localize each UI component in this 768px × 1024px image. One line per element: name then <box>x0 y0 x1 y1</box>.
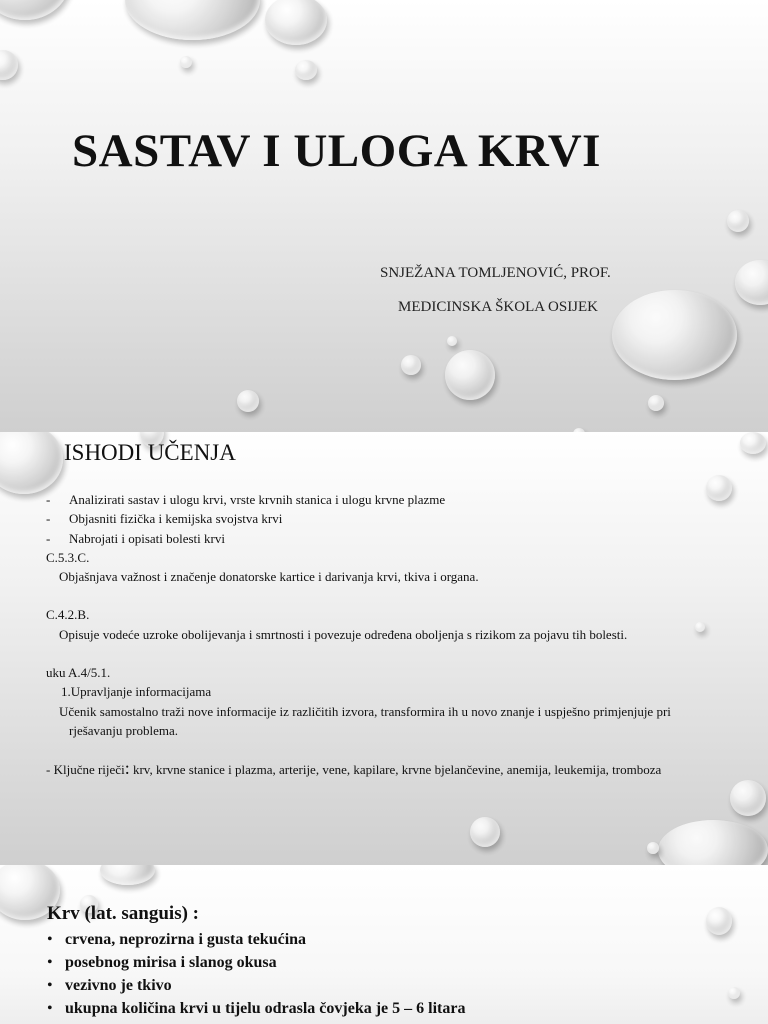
keywords-colon: : <box>124 758 130 779</box>
water-drop <box>612 290 737 380</box>
outcome-subtitle: 1.Upravljanje informacijama <box>61 684 212 700</box>
water-drop <box>648 395 664 411</box>
keywords-label: - Ključne riječi <box>46 762 125 778</box>
water-drop <box>0 50 18 80</box>
water-drop <box>658 820 768 865</box>
water-drop <box>470 817 500 847</box>
objective-item: - Analizirati sastav i ulogu krvi, vrste krvnih stanica i ulogu krvne plazme <box>46 490 706 509</box>
outcomes-text <box>46 490 706 780</box>
water-drop <box>447 336 457 346</box>
water-drop <box>0 0 70 20</box>
author-name: SNJEŽANA TOMLJENOVIĆ, PROF. <box>380 265 611 281</box>
definition-heading: Krv (lat. sanguis) : <box>47 903 199 924</box>
water-drop <box>237 390 259 412</box>
water-drop <box>0 432 63 494</box>
water-drop <box>100 865 155 885</box>
water-drop <box>180 56 192 68</box>
water-drop <box>647 842 659 854</box>
slide-title: SASTAV I ULOGA KRVI <box>72 125 601 177</box>
objective-item: - Nabrojati i opisati bolesti krvi <box>46 529 706 548</box>
section-heading: ISHODI UČENJA <box>64 440 236 465</box>
blood-definition-slide <box>0 865 768 1024</box>
water-drop <box>728 987 740 999</box>
outcome-description: Opisuje vodeće uzroke obolijevanja i smrtnosti i povezuje određena oboljenja s rizikom za pojavu tih bolesti. <box>59 626 628 642</box>
definition-list <box>47 928 465 1020</box>
water-drop <box>740 432 766 454</box>
outcome-description: Objašnjava važnost i značenje donatorske kartice i darivanja krvi, tkiva i organa. <box>59 569 479 585</box>
keywords-line <box>46 759 706 779</box>
outcome-code: C.4.2.B. <box>46 607 90 623</box>
water-drop <box>401 355 421 375</box>
outcome-code: C.5.3.C. <box>46 549 90 565</box>
list-item: • ukupna količina krvi u tijelu odrasla čovjeka je 5 – 6 litara <box>47 997 465 1020</box>
water-drop <box>125 0 260 40</box>
water-drop <box>735 260 768 305</box>
water-drop <box>730 780 766 816</box>
learning-outcomes-slide <box>0 432 768 865</box>
title-slide <box>0 0 768 432</box>
list-item: • vezivno je tkivo <box>47 974 465 997</box>
outcome-code: uku A.4/5.1. <box>46 665 111 681</box>
list-item: • crvena, neprozirna i gusta tekućina <box>47 928 465 951</box>
water-drop <box>445 350 495 400</box>
water-drop <box>265 0 327 45</box>
school-name: MEDICINSKA ŠKOLA OSIJEK <box>398 299 599 315</box>
water-drop <box>706 907 732 935</box>
keywords-text: krv, krvne stanice i plazma, arterije, vene, kapilare, krvne bjelančevine, anemija, leukemija, tromboza <box>129 762 662 778</box>
water-drop <box>706 475 732 501</box>
water-drop <box>727 210 749 232</box>
outcome-description: Učenik samostalno traži nove informacije iz različitih izvora, transformira ih u novo znanje i uspješno primjenjuje pri rješavanju problema. <box>59 703 671 738</box>
water-drop <box>295 60 317 80</box>
objective-item: - Objasniti fizička i kemijska svojstva krvi <box>46 509 706 528</box>
list-item: • posebnog mirisa i slanog okusa <box>47 951 465 974</box>
